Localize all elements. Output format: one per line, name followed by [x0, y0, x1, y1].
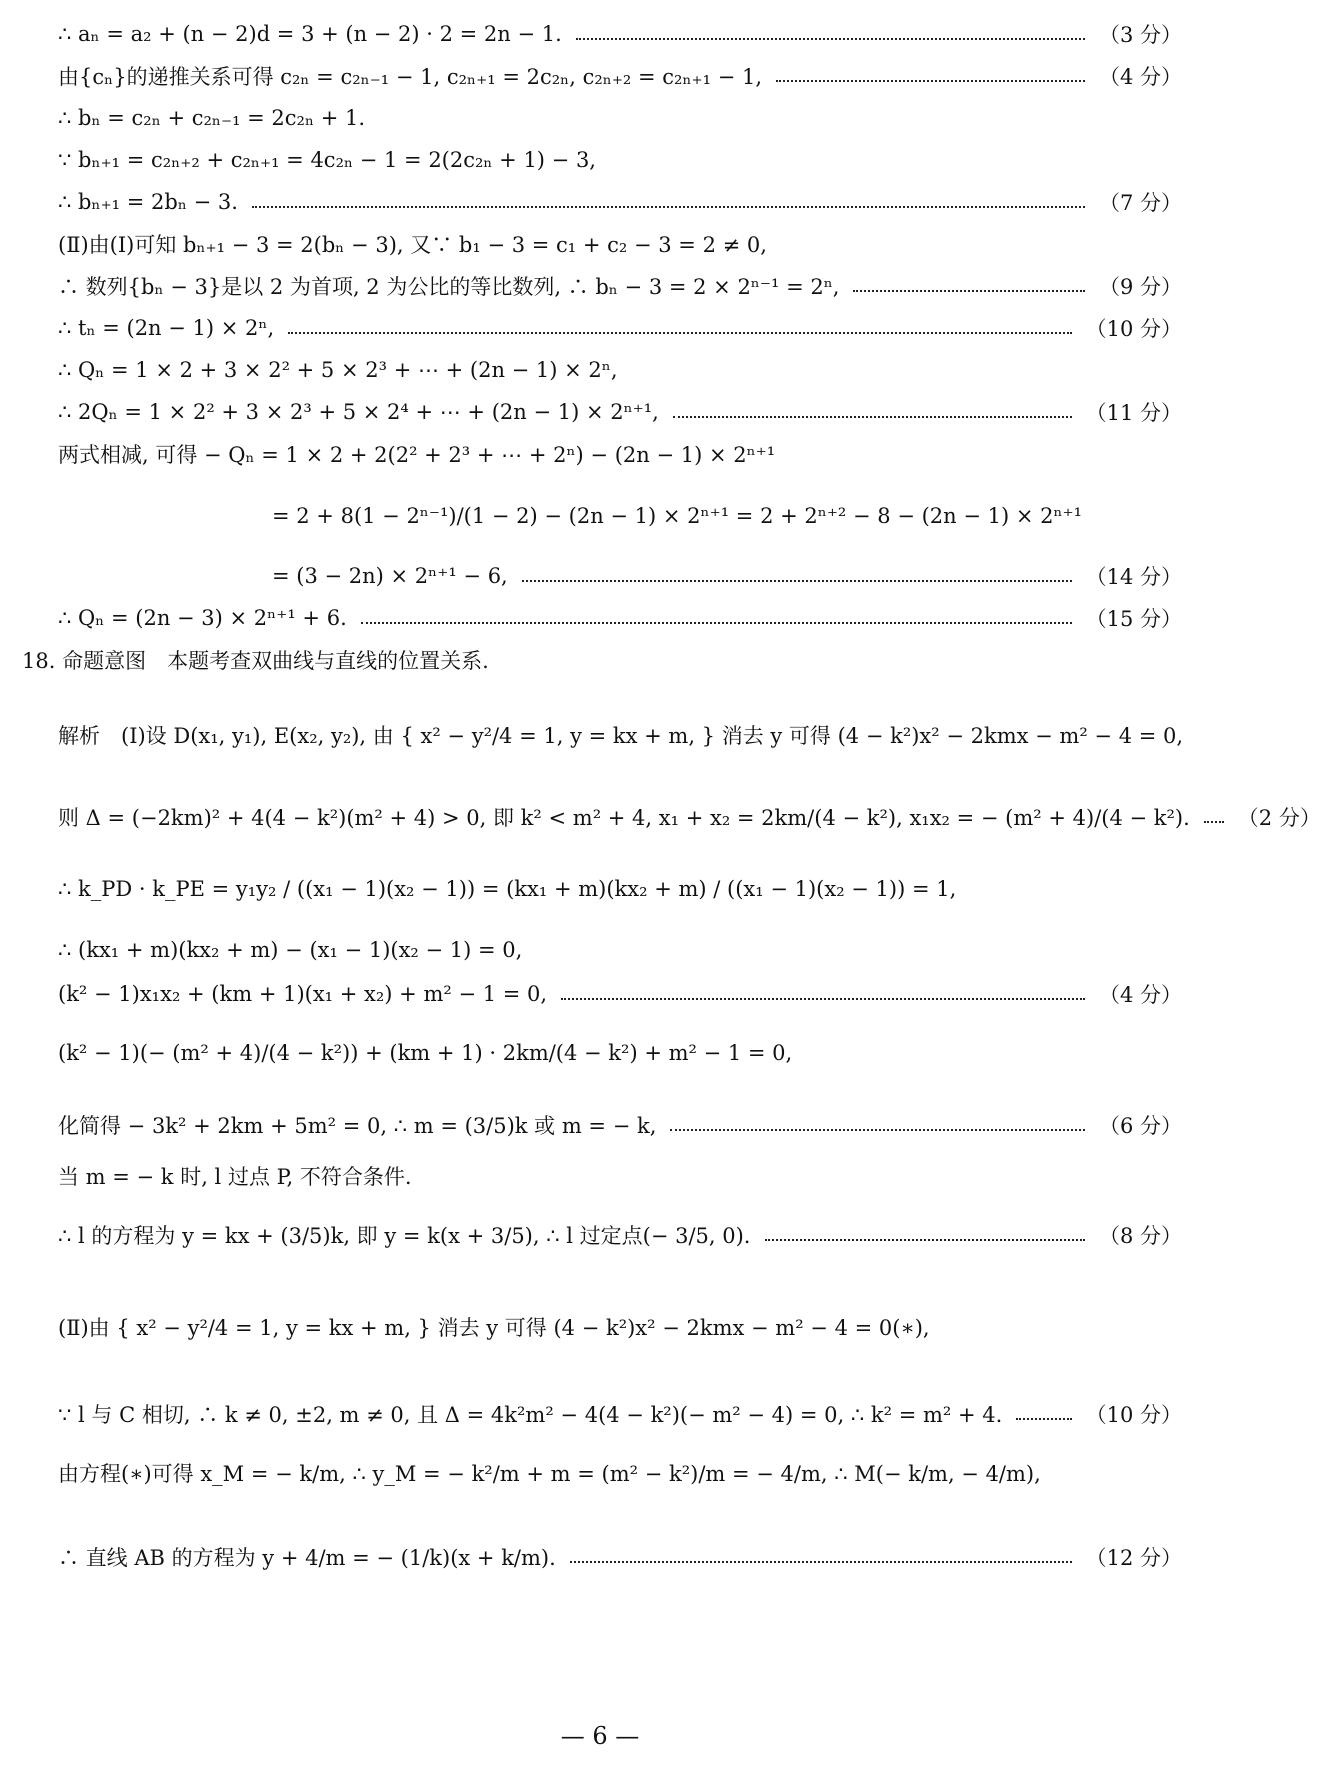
line-text: (Ⅱ)由(Ⅰ)可知 bₙ₊₁ − 3 = 2(bₙ − 3), 又∵ b₁ − 3 = c₁ + c₂ − 3 = 2 ≠ 0,	[58, 233, 767, 257]
line-text: 解析 (Ⅰ)设 D(x₁, y₁), E(x₂, y₂), 由 { x² − y²/4 = 1, y = kx + m, } 消去 y 可得 (4 − k²)x² − 2kmx − m² − 4 = 0,	[58, 724, 1184, 748]
solution-line	[58, 1156, 1182, 1196]
line-text: 由{cₙ}的递推关系可得 c₂ₙ = c₂ₙ₋₁ − 1, c₂ₙ₊₁ = 2c₂ₙ, c₂ₙ₊₂ = c₂ₙ₊₁ − 1,	[58, 65, 763, 89]
solution-line	[58, 392, 1182, 432]
solution-line	[58, 1026, 1182, 1080]
dot-leader	[576, 38, 1085, 40]
dot-leader	[570, 1561, 1072, 1563]
dot-leader	[1016, 1418, 1071, 1420]
line-text: 当 m = − k 时, l 过点 P, 不符合条件.	[58, 1165, 412, 1189]
dot-leader	[561, 998, 1085, 1000]
dot-leader	[765, 1239, 1085, 1241]
score-mark: （8 分）	[1098, 1224, 1182, 1248]
line-text: 18. 命题意图 本题考查双曲线与直线的位置关系.	[22, 649, 489, 673]
solution-line	[58, 1446, 1182, 1500]
line-text: ∴ k_PD · k_PE = y₁y₂ / ((x₁ − 1)(x₂ − 1)) = (kx₁ + m)(kx₂ + m) / ((x₁ − 1)(x₂ − 1)) = 1,	[58, 877, 957, 901]
line-text: ∴ Qₙ = (2n − 3) × 2ⁿ⁺¹ + 6.	[58, 606, 347, 630]
score-mark: （7 分）	[1098, 191, 1182, 215]
line-text: ∵ l 与 C 相切, ∴ k ≠ 0, ±2, m ≠ 0, 且 Δ = 4k²m² − 4(4 − k²)(− m² − 4) = 0, ∴ k² = m² + 4.	[58, 1403, 1003, 1427]
solution-line	[58, 140, 1182, 180]
solution-line	[58, 434, 1182, 474]
solution-line	[58, 266, 1182, 306]
line-text: = (3 − 2n) × 2ⁿ⁺¹ − 6,	[272, 564, 508, 588]
line-text: 由方程(∗)可得 x_M = − k/m, ∴ y_M = − k²/m + m = (m² − k²)/m = − 4/m, ∴ M(− k/m, − 4/m),	[58, 1462, 1041, 1486]
solution-line	[58, 1208, 1182, 1262]
line-text: ∴ bₙ₊₁ = 2bₙ − 3.	[58, 190, 238, 214]
dot-leader	[288, 332, 1071, 334]
solution-line	[58, 1098, 1182, 1152]
page-number: — 6 —	[560, 1722, 640, 1750]
score-mark: （12 分）	[1085, 1546, 1182, 1570]
solution-line	[58, 974, 1182, 1014]
dot-leader	[673, 416, 1072, 418]
solution-line	[58, 1292, 1182, 1362]
solution-line	[58, 14, 1182, 54]
dot-leader	[252, 206, 1085, 208]
line-text: 两式相减, 可得 − Qₙ = 1 × 2 + 2(2² + 2³ + ⋯ + 2ⁿ) − (2n − 1) × 2ⁿ⁺¹	[58, 443, 776, 467]
dot-leader	[670, 1129, 1085, 1131]
dot-leader	[522, 580, 1072, 582]
dot-leader	[361, 622, 1072, 624]
solution-line	[58, 56, 1182, 96]
score-mark: （15 分）	[1085, 607, 1182, 631]
score-mark: （14 分）	[1085, 565, 1182, 589]
solution-line	[58, 1394, 1182, 1434]
line-text: (Ⅱ)由 { x² − y²/4 = 1, y = kx + m, } 消去 y 可得 (4 − k²)x² − 2kmx − m² − 4 = 0(∗),	[58, 1316, 930, 1340]
score-mark: （9 分）	[1098, 275, 1182, 299]
score-mark: （11 分）	[1085, 401, 1182, 425]
line-text: (k² − 1)(− (m² + 4)/(4 − k²)) + (km + 1) · 2km/(4 − k²) + m² − 1 = 0,	[58, 1041, 793, 1065]
line-text: ∴ 2Qₙ = 1 × 2² + 3 × 2³ + 5 × 2⁴ + ⋯ + (2n − 1) × 2ⁿ⁺¹,	[58, 400, 659, 424]
solution-line	[58, 98, 1182, 138]
solution-line	[58, 182, 1182, 222]
line-text: ∴ (kx₁ + m)(kx₂ + m) − (x₁ − 1)(x₂ − 1) = 0,	[58, 938, 523, 962]
score-mark: （4 分）	[1098, 983, 1182, 1007]
score-mark: （10 分）	[1085, 1403, 1182, 1427]
score-mark: （6 分）	[1098, 1114, 1182, 1138]
score-mark: （2 分）	[1237, 806, 1321, 830]
line-text: ∴ aₙ = a₂ + (n − 2)d = 3 + (n − 2) · 2 = 2n − 1.	[58, 22, 562, 46]
line-text: ∴ Qₙ = 1 × 2 + 3 × 2² + 5 × 2³ + ⋯ + (2n − 1) × 2ⁿ,	[58, 358, 618, 382]
line-text: (k² − 1)x₁x₂ + (km + 1)(x₁ + x₂) + m² − 1 = 0,	[58, 982, 548, 1006]
solution-line	[272, 556, 1182, 596]
line-text: ∴ 直线 AB 的方程为 y + 4/m = − (1/k)(x + k/m).	[58, 1546, 556, 1570]
line-text: 化简得 − 3k² + 2km + 5m² = 0, ∴ m = (3/5)k 或 m = − k,	[58, 1114, 657, 1138]
solution-line	[58, 1530, 1182, 1584]
solution-line	[58, 930, 1182, 970]
solution-line	[58, 350, 1182, 390]
solution-line	[58, 224, 1182, 264]
solution-line	[272, 496, 1182, 536]
line-text: ∴ tₙ = (2n − 1) × 2ⁿ,	[58, 316, 275, 340]
solution-line	[58, 862, 1182, 916]
dot-leader	[776, 80, 1085, 82]
dot-leader	[1204, 821, 1224, 823]
solution-line	[58, 308, 1182, 348]
line-text: ∴ 数列{bₙ − 3}是以 2 为首项, 2 为公比的等比数列, ∴ bₙ − 3 = 2 × 2ⁿ⁻¹ = 2ⁿ,	[58, 275, 840, 299]
score-mark: （3 分）	[1098, 23, 1182, 47]
line-text: = 2 + 8(1 − 2ⁿ⁻¹)/(1 − 2) − (2n − 1) × 2ⁿ⁺¹ = 2 + 2ⁿ⁺² − 8 − (2n − 1) × 2ⁿ⁺¹	[272, 504, 1083, 528]
line-text: ∵ bₙ₊₁ = c₂ₙ₊₂ + c₂ₙ₊₁ = 4c₂ₙ − 1 = 2(2c₂ₙ + 1) − 3,	[58, 148, 596, 172]
score-mark: （4 分）	[1098, 65, 1182, 89]
line-text: 则 Δ = (−2km)² + 4(4 − k²)(m² + 4) > 0, 即 k² < m² + 4, x₁ + x₂ = 2km/(4 − k²), x₁x₂ = − (m² + 4)/(4 − k²).	[58, 806, 1190, 830]
score-mark: （10 分）	[1085, 317, 1182, 341]
solution-line	[58, 790, 1321, 844]
line-text: ∴ l 的方程为 y = kx + (3/5)k, 即 y = k(x + 3/5), ∴ l 过定点(− 3/5, 0).	[58, 1224, 751, 1248]
dot-leader	[853, 290, 1084, 292]
solution-line	[58, 700, 1182, 770]
line-text: ∴ bₙ = c₂ₙ + c₂ₙ₋₁ = 2c₂ₙ + 1.	[58, 106, 366, 130]
solution-line	[58, 598, 1182, 638]
question-heading	[22, 640, 1182, 680]
